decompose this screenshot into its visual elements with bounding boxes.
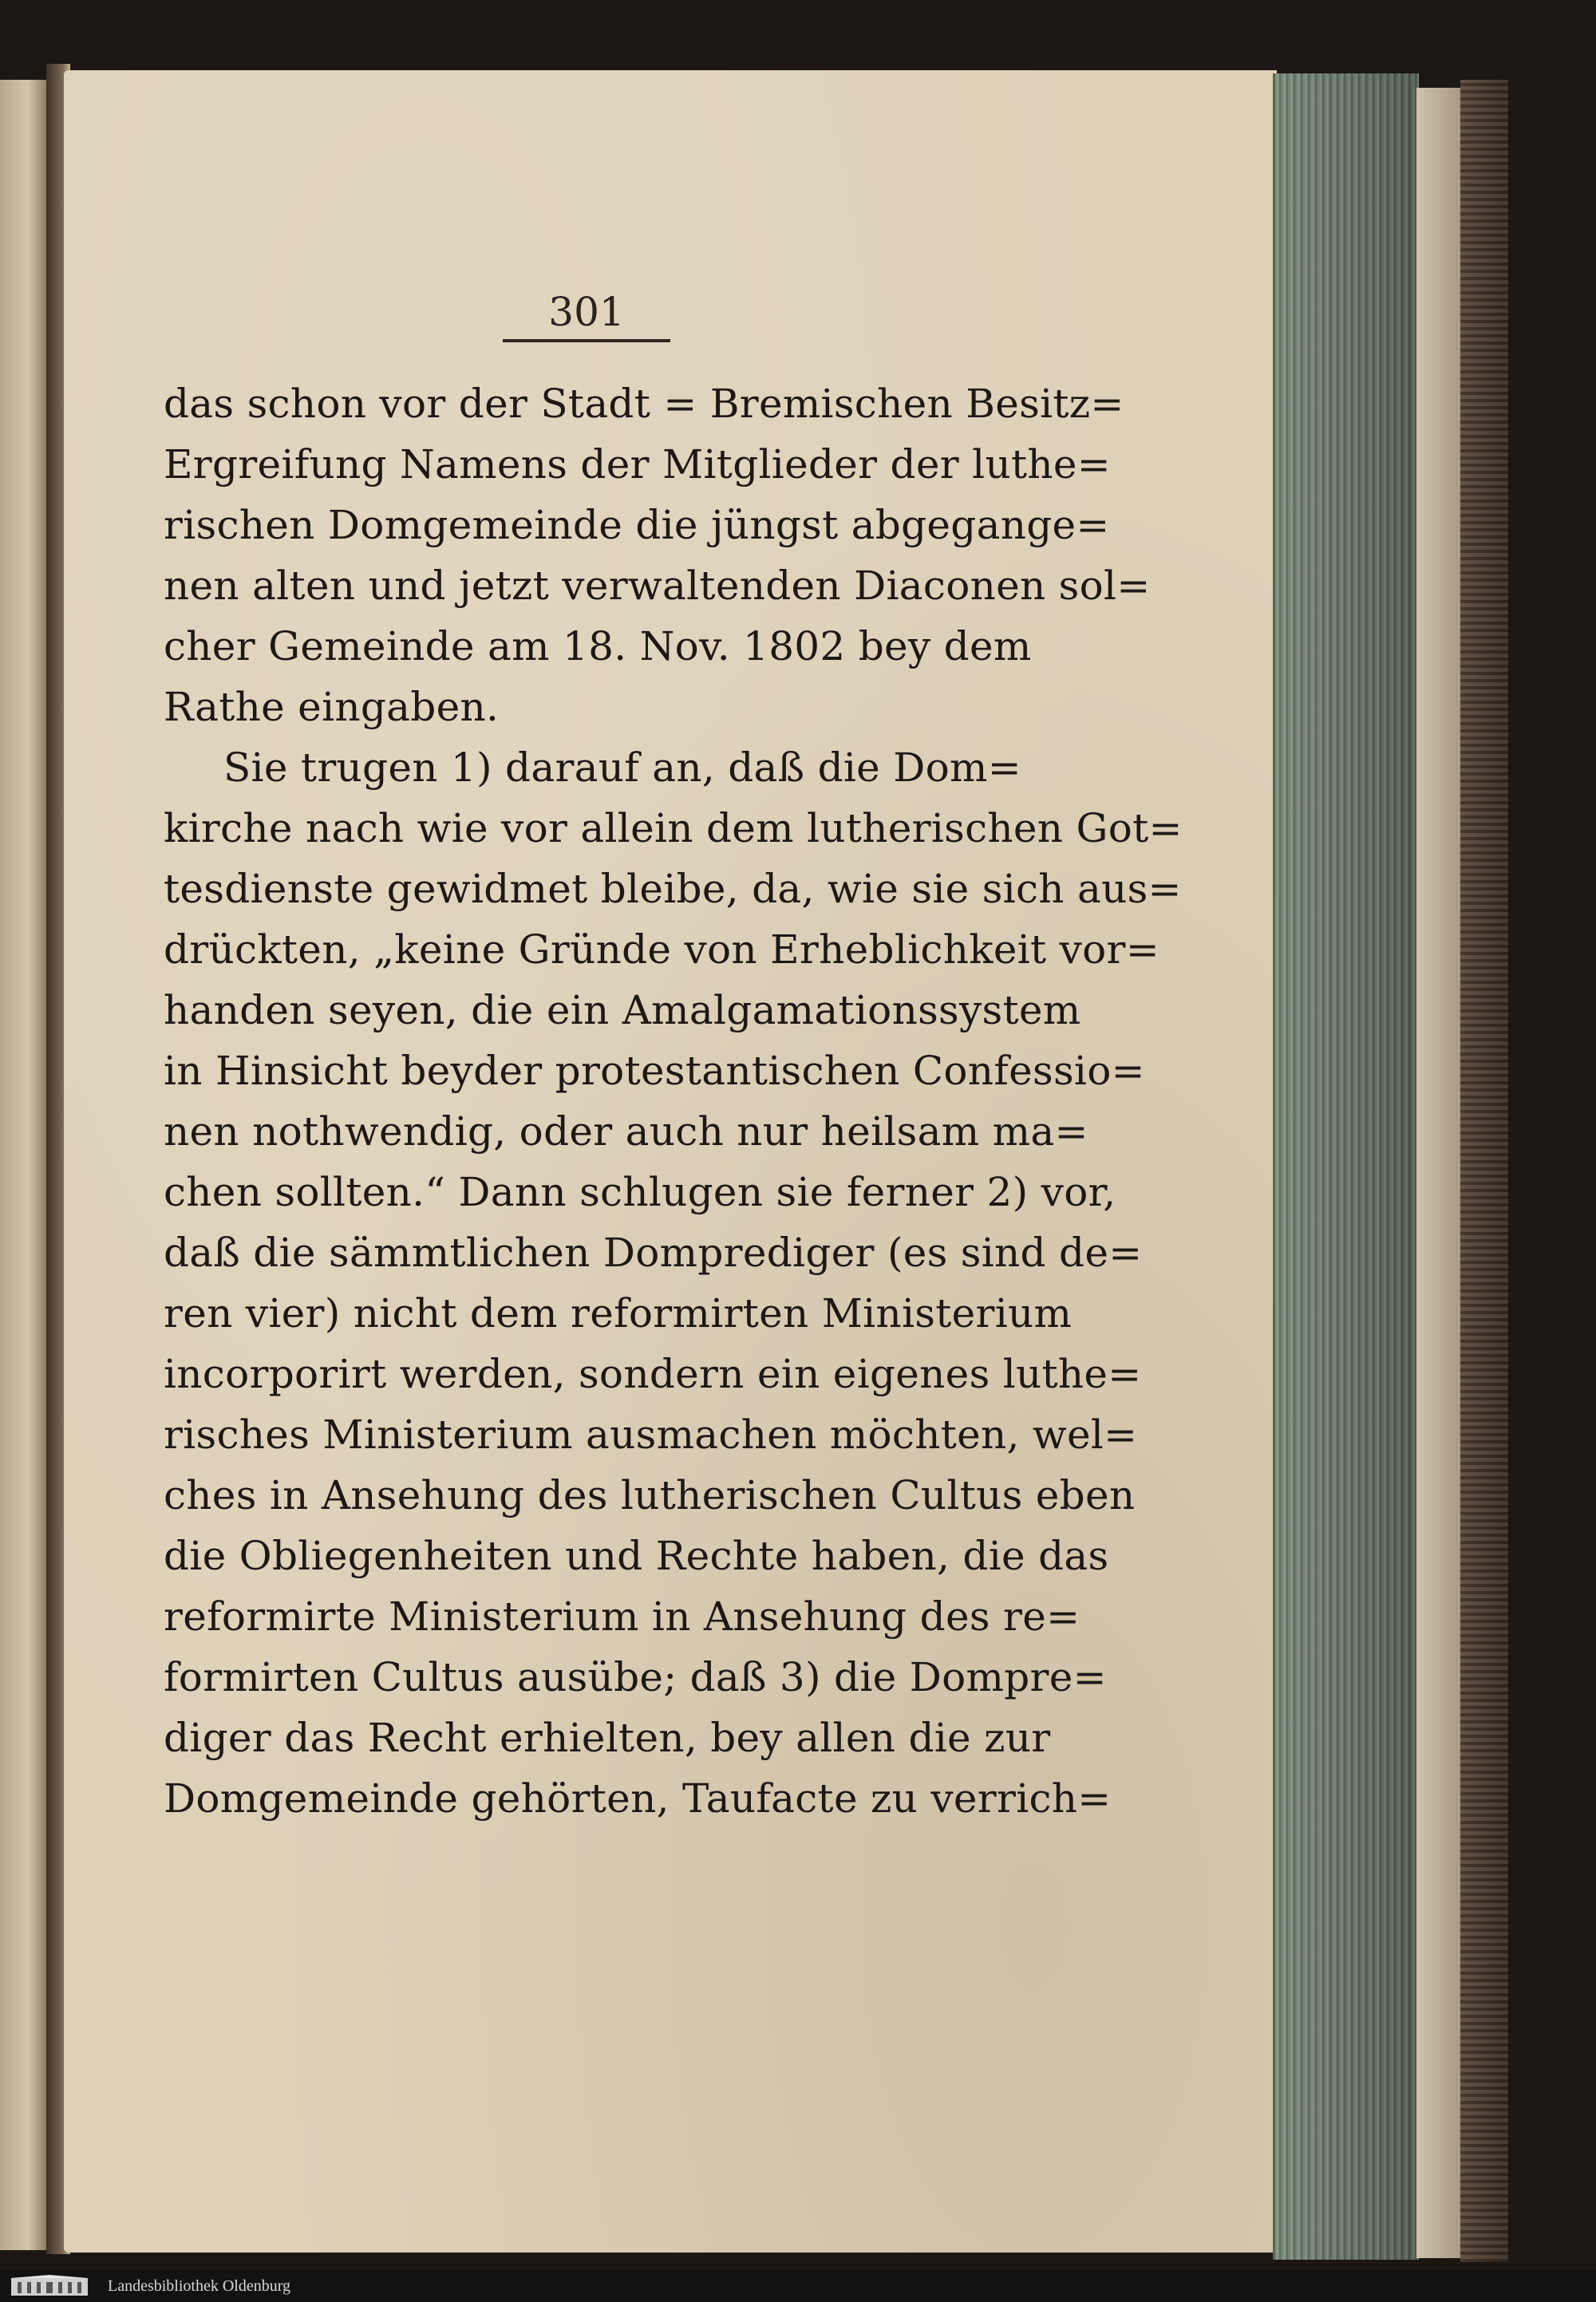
text-line: tesdienste gewidmet bleibe, da, wie sie sich aus=	[164, 866, 1182, 912]
body-text	[164, 373, 1183, 1829]
text-line: chen sollten.“ Dann schlugen sie ferner 2) vor,	[164, 1169, 1116, 1215]
text-line: incorporirt werden, sondern ein eigenes luthe=	[164, 1351, 1142, 1397]
text-line: risches Ministerium ausmachen möchten, wel=	[164, 1412, 1138, 1458]
text-line: Sie trugen 1) darauf an, daß die Dom=	[223, 744, 1021, 791]
text-line: die Obliegenheiten und Rechte haben, die das	[164, 1533, 1109, 1579]
text-line: formirten Cultus ausübe; daß 3) die Dompre=	[164, 1654, 1107, 1700]
page-number: 301	[548, 289, 625, 335]
text-line: Ergreifung Namens der Mitglieder der luthe=	[164, 441, 1111, 488]
text-line: cher Gemeinde am 18. Nov. 1802 bey dem	[164, 623, 1032, 669]
facing-page-edge	[0, 80, 48, 2250]
library-logo-icon	[10, 2275, 89, 2297]
cover-inner-edge	[1416, 88, 1460, 2258]
text-line: drückten, „keine Gründe von Erheblichkeit vor=	[164, 926, 1159, 973]
text-line: kirche nach wie vor allein dem lutherischen Got=	[164, 805, 1183, 851]
text-line: diger das Recht erhielten, bey allen die zur	[164, 1715, 1051, 1761]
page-edges-shade	[1273, 73, 1416, 2260]
text-line: handen seyen, die ein Amalgamationssystem	[164, 987, 1081, 1033]
text-line: rischen Domgemeinde die jüngst abgegange=	[164, 502, 1110, 548]
text-line: ren vier) nicht dem reformirten Ministerium	[164, 1290, 1073, 1337]
book-cover	[1460, 80, 1508, 2262]
text-line: in Hinsicht beyder protestantischen Confessio=	[164, 1048, 1145, 1094]
text-line: Rathe eingaben.	[164, 684, 500, 730]
text-line: Domgemeinde gehörten, Taufacte zu verrich=	[164, 1775, 1112, 1822]
text-line: reformirte Ministerium in Ansehung des re=	[164, 1593, 1080, 1640]
text-line: das schon vor der Stadt = Bremischen Besitz=	[164, 381, 1124, 427]
text-line: nen nothwendig, oder auch nur heilsam ma=	[164, 1108, 1088, 1155]
header-rule	[503, 339, 670, 342]
text-line: daß die sämmtlichen Domprediger (es sind de=	[164, 1230, 1143, 1276]
text-line: nen alten und jetzt verwaltenden Diaconen sol=	[164, 563, 1151, 609]
text-line: ches in Ansehung des lutherischen Cultus eben	[164, 1472, 1136, 1518]
library-name: Landesbibliothek Oldenburg	[108, 2277, 291, 2295]
